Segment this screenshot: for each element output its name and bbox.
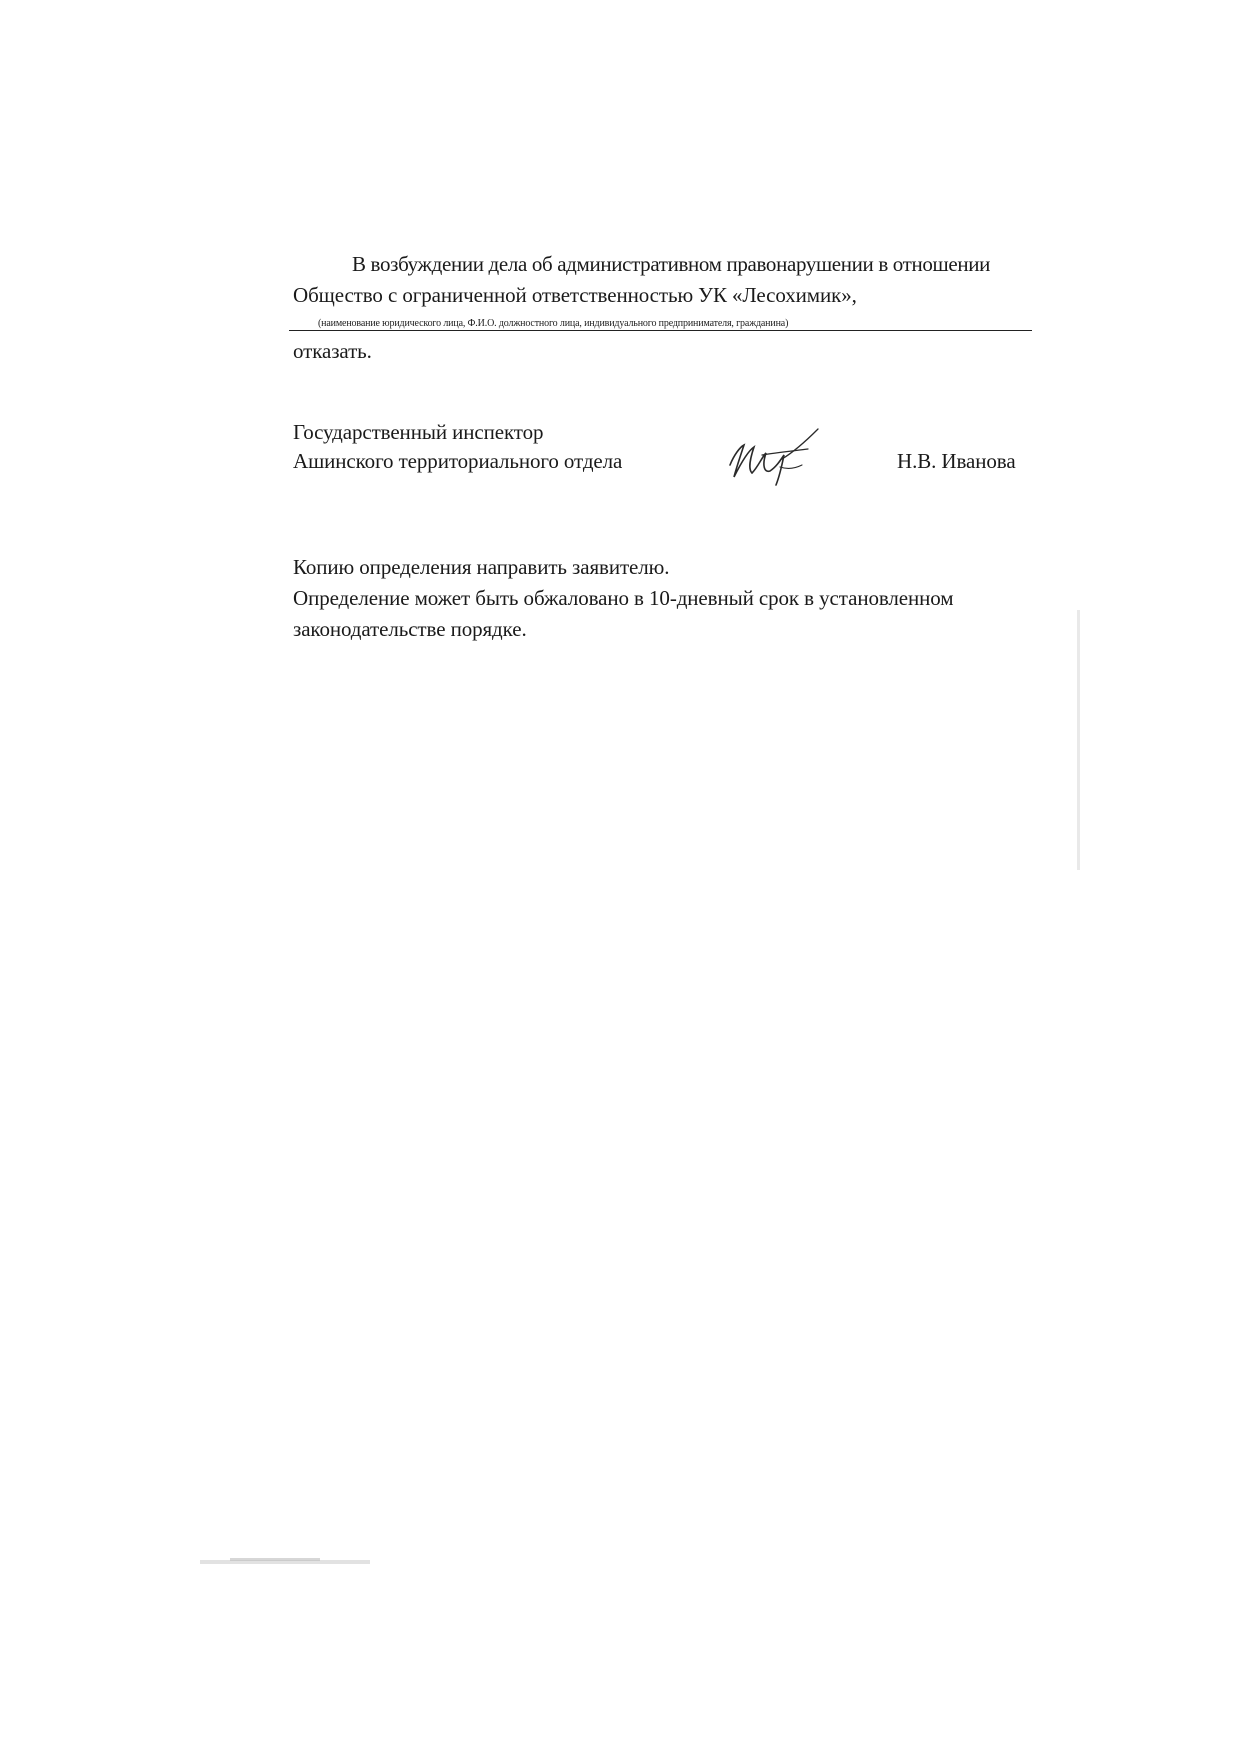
signatory-title-line-2: Ашинского территориального отдела: [293, 449, 623, 473]
notes-line-1: Копию определения направить заявителю.: [293, 555, 670, 579]
decision-line-3: отказать.: [293, 339, 372, 363]
scan-artifact-bottom: [200, 1555, 370, 1569]
signatory-name: Н.В. Иванова: [897, 449, 1016, 473]
decision-line-2: Общество с ограниченной ответственностью УК «Лесохимик»,: [293, 283, 857, 307]
scan-artifact-right-edge: [1075, 610, 1083, 870]
notes-line-2: Определение может быть обжаловано в 10-дневный срок в установленном: [293, 586, 954, 610]
decision-line-1: В возбуждении дела об административном правонарушении в отношении: [352, 252, 990, 276]
notes-line-3: законодательстве порядке.: [293, 617, 527, 641]
decision-caption: (наименование юридического лица, Ф.И.О. должностного лица, индивидуального предпринимателя, гражданина): [318, 318, 789, 329]
signatory-title-line-1: Государственный инспектор: [293, 420, 544, 444]
handwritten-signature: [722, 425, 832, 495]
caption-underline: [289, 330, 1032, 331]
